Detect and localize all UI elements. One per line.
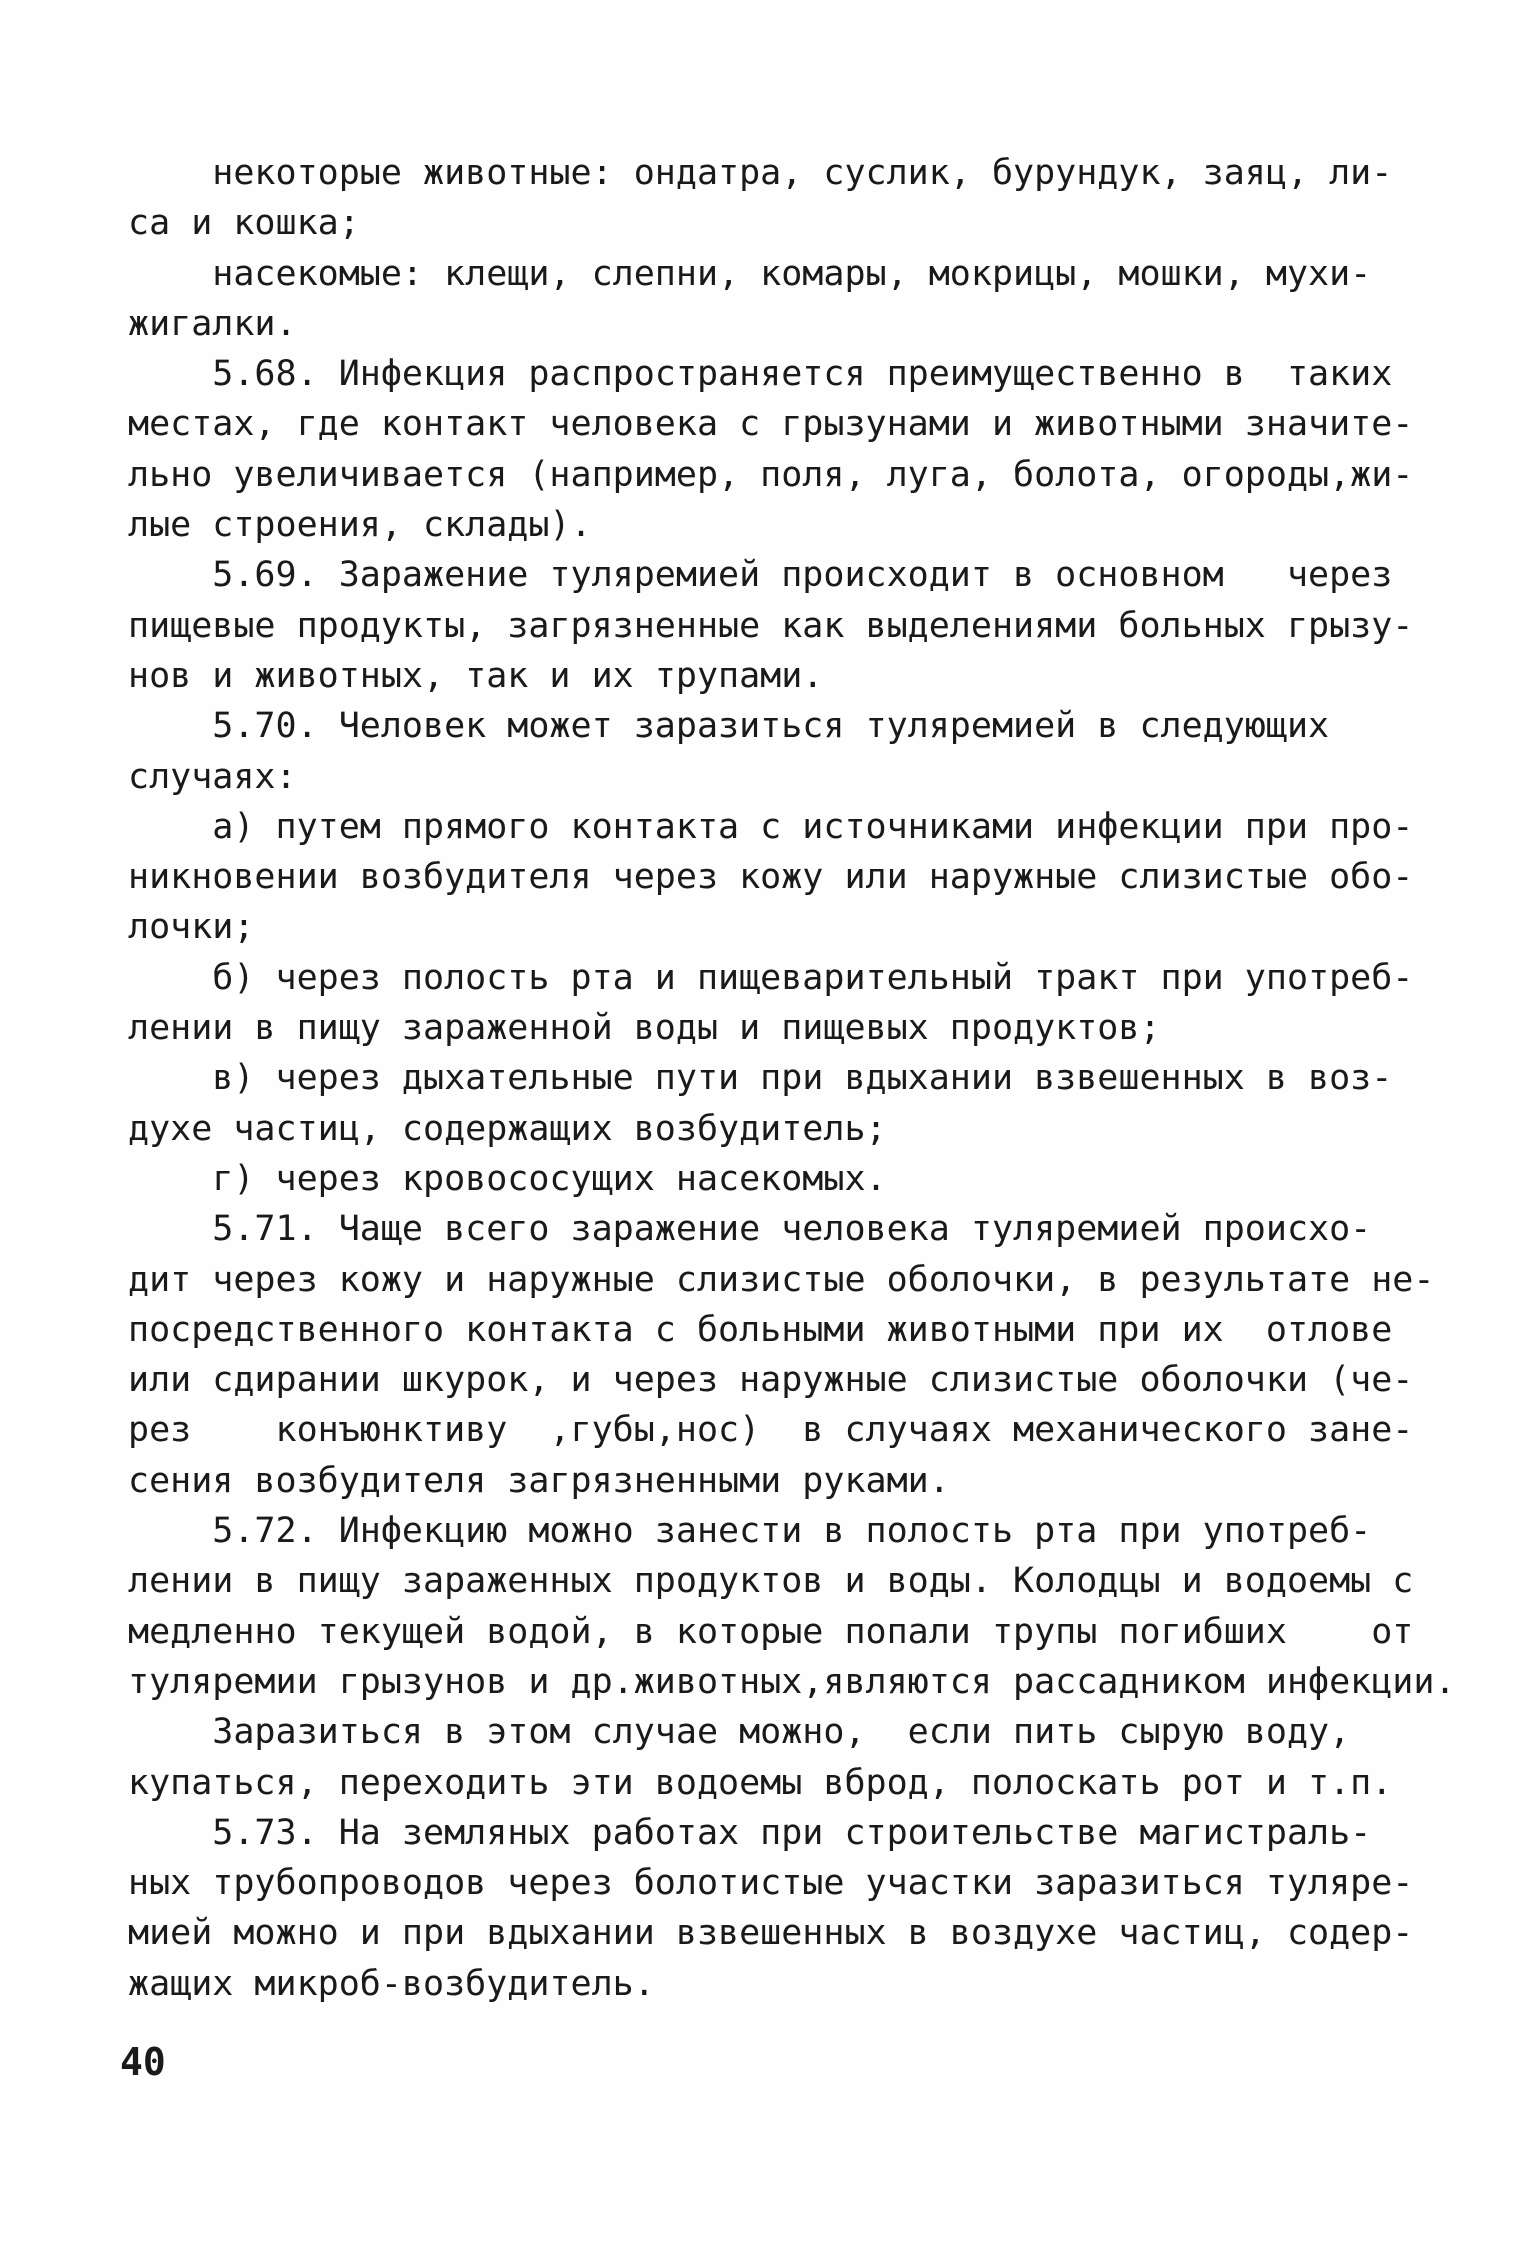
text-line: Заразиться в этом случае можно, если пить сырую воду, [128, 1712, 1351, 1753]
text-line: сения возбудителя загрязненными руками. [128, 1460, 950, 1501]
text-line: 5.72. Инфекцию можно занести в полость рта при употреб- [128, 1511, 1372, 1552]
text-line: пищевые продукты, загрязненные как выделениями больных грызу- [128, 605, 1414, 646]
text-line: местах, где контакт человека с грызунами и животными значите- [128, 404, 1414, 445]
text-line: лочки; [128, 907, 255, 948]
text-line: са и кошка; [128, 203, 360, 244]
text-line: жащих микроб-возбудитель. [128, 1963, 655, 2004]
text-line: а) путем прямого контакта с источниками инфекции при про- [128, 806, 1414, 847]
text-line: льно увеличивается (например, поля, луга, болота, огороды,жи- [128, 454, 1414, 495]
text-line: медленно текущей водой, в которые попали трупы погибших от [128, 1611, 1414, 1652]
text-line: духе частиц, содержащих возбудитель; [128, 1108, 887, 1149]
text-line: мией можно и при вдыхании взвешенных в воздухе частиц, содер- [128, 1913, 1414, 1954]
text-line: рез конъюнктиву ,губы,нос) в случаях механического зане- [128, 1410, 1414, 1451]
text-line: никновении возбудителя через кожу или наружные слизистые обо- [128, 857, 1414, 898]
text-line: насекомые: клещи, слепни, комары, мокрицы, мошки, мухи- [128, 253, 1372, 294]
text-line: посредственного контакта с больными животными при их отлове [128, 1309, 1393, 1350]
text-line: случаях: [128, 756, 297, 797]
text-line: купаться, переходить эти водоемы вброд, полоскать рот и т.п. [128, 1762, 1393, 1803]
text-line: 5.71. Чаще всего заражение человека туляремией происхо- [128, 1209, 1372, 1250]
text-line: нов и животных, так и их трупами. [128, 655, 824, 696]
text-line: 5.70. Человек может заразиться туляремией в следующих [128, 706, 1330, 747]
text-line: или сдирании шкурок, и через наружные слизистые оболочки (че- [128, 1360, 1414, 1401]
text-line: 5.73. На земляных работах при строительстве магистраль- [128, 1812, 1372, 1853]
body-text [128, 148, 1456, 2009]
text-line: в) через дыхательные пути при вдыхании взвешенных в воз- [128, 1058, 1393, 1099]
page-number: 40 [120, 2040, 166, 2084]
text-line: жигалки. [128, 303, 297, 344]
text-line: 5.68. Инфекция распространяется преимущественно в таких [128, 354, 1393, 395]
text-line: лении в пищу зараженных продуктов и воды. Колодцы и водоемы с [128, 1561, 1414, 1602]
text-line: лые строения, склады). [128, 505, 592, 546]
text-line: лении в пищу зараженной воды и пищевых продуктов; [128, 1008, 1161, 1049]
text-line: ных трубопроводов через болотистые участки заразиться туляре- [128, 1863, 1414, 1904]
text-line: туляремии грызунов и др.животных,являются рассадником инфекции. [128, 1661, 1456, 1702]
text-line: дит через кожу и наружные слизистые оболочки, в результате не- [128, 1259, 1435, 1300]
text-line: г) через кровососущих насекомых. [128, 1158, 887, 1199]
text-line: 5.69. Заражение туляремией происходит в основном через [128, 555, 1393, 596]
text-line: некоторые животные: ондатра, суслик, бурундук, заяц, ли- [128, 153, 1393, 193]
text-line: б) через полость рта и пищеварительный тракт при употреб- [128, 957, 1414, 998]
